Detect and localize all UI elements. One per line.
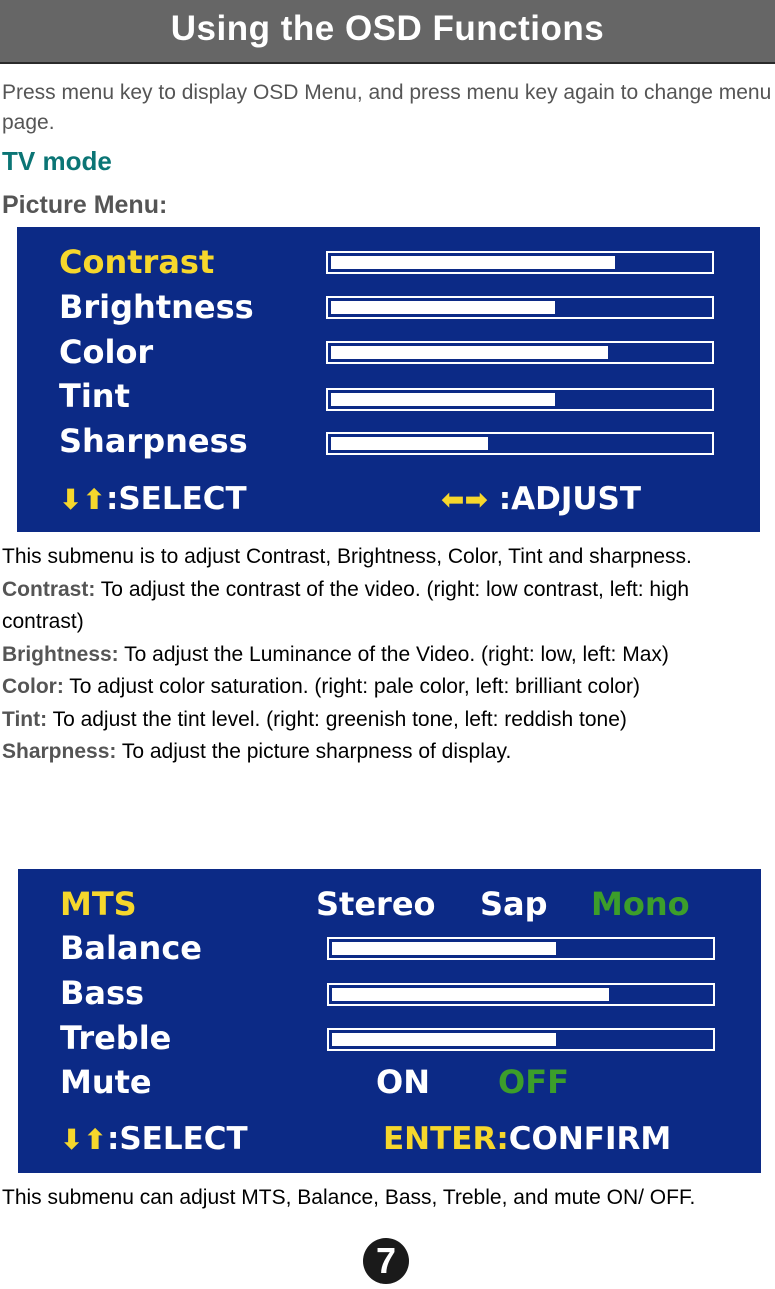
arrow-up-icon: ⬆ — [82, 483, 106, 516]
contrast-level-bar — [326, 251, 714, 274]
bass-level-fill — [332, 988, 609, 1001]
select-hint — [59, 481, 247, 518]
treble-level-bar — [327, 1028, 715, 1051]
arrow-down-icon: ⬇ — [59, 483, 83, 516]
description-brightness — [2, 639, 772, 672]
tint-level-fill — [331, 393, 555, 406]
osd-item-mute: Mute — [60, 1063, 152, 1101]
adjust-hint — [441, 481, 641, 518]
tint-level-bar — [326, 388, 714, 411]
description-sharpness — [2, 736, 772, 769]
sharpness-level-bar — [326, 432, 714, 455]
intro-text: Press menu key to display OSD Menu, and press menu key again to change menu page. — [2, 81, 772, 134]
term-tint: Tint: — [2, 707, 48, 731]
osd-item-bass: Bass — [60, 974, 145, 1012]
audio-select-hint-label: :SELECT — [106, 1121, 248, 1157]
contrast-level-fill — [331, 256, 615, 269]
term-contrast: Contrast: — [2, 577, 96, 601]
page-number-badge: 7 — [363, 1238, 409, 1284]
osd-item-mts: MTS — [60, 885, 137, 923]
osd-item-color: Color — [59, 333, 154, 371]
mts-option-stereo: Stereo — [316, 885, 436, 923]
mts-option-mono: Mono — [591, 885, 690, 923]
picture-menu-heading: Picture Menu: — [2, 191, 168, 219]
audio-osd-panel — [18, 869, 761, 1173]
mts-option-sap: Sap — [480, 885, 548, 923]
arrow-left-icon: ⬅ — [441, 483, 465, 516]
mute-option-on: ON — [376, 1063, 430, 1101]
color-level-bar — [326, 341, 714, 364]
term-color: Color: — [2, 675, 64, 698]
arrow-down-icon: ⬇ — [60, 1123, 84, 1156]
description-contrast — [2, 574, 772, 639]
mute-option-off: OFF — [498, 1063, 569, 1101]
brightness-level-bar — [326, 296, 714, 319]
picture-osd-panel — [17, 227, 760, 532]
enter-action-label: CONFIRM — [508, 1121, 672, 1157]
enter-key-label: ENTER: — [383, 1121, 509, 1157]
osd-item-sharpness: Sharpness — [59, 422, 248, 460]
audio-description: This submenu can adjust MTS, Balance, Bass, Treble, and mute ON/ OFF. — [2, 1186, 696, 1209]
osd-item-contrast: Contrast — [59, 243, 215, 281]
description-color — [2, 671, 772, 704]
bass-level-bar — [327, 983, 715, 1006]
osd-item-treble: Treble — [60, 1019, 172, 1057]
text-contrast: To adjust the contrast of the video. (right: low contrast, left: high contrast) — [2, 577, 690, 633]
picture-description — [2, 541, 772, 769]
audio-select-hint — [60, 1121, 248, 1158]
picture-description-intro: This submenu is to adjust Contrast, Brightness, Color, Tint and sharpness. — [2, 545, 692, 568]
brightness-level-fill — [331, 301, 555, 314]
osd-item-brightness: Brightness — [59, 288, 254, 326]
arrow-right-icon: ➡ — [464, 483, 488, 516]
adjust-hint-label: :ADJUST — [498, 481, 642, 517]
enter-confirm-hint — [383, 1121, 671, 1157]
color-level-fill — [331, 346, 608, 359]
text-color: To adjust color saturation. (right: pale color, left: brilliant color) — [63, 675, 641, 698]
text-brightness: To adjust the Luminance of the Video. (right: low, left: Max) — [118, 642, 669, 666]
description-tint — [2, 704, 772, 737]
osd-item-tint: Tint — [59, 377, 130, 415]
term-sharpness: Sharpness: — [2, 740, 117, 763]
treble-level-fill — [332, 1033, 556, 1046]
osd-item-balance: Balance — [60, 929, 202, 967]
page-title: Using the OSD Functions — [170, 9, 605, 48]
title-banner — [0, 0, 775, 64]
balance-level-bar — [327, 937, 715, 960]
sharpness-level-fill — [331, 437, 488, 450]
balance-level-fill — [332, 942, 556, 955]
term-brightness: Brightness: — [2, 642, 119, 666]
arrow-up-icon: ⬆ — [83, 1123, 107, 1156]
mode-heading: TV mode — [2, 146, 112, 176]
select-hint-label: :SELECT — [105, 481, 247, 517]
text-sharpness: To adjust the picture sharpness of display. — [116, 740, 512, 763]
text-tint: To adjust the tint level. (right: greenish tone, left: reddish tone) — [47, 707, 627, 731]
